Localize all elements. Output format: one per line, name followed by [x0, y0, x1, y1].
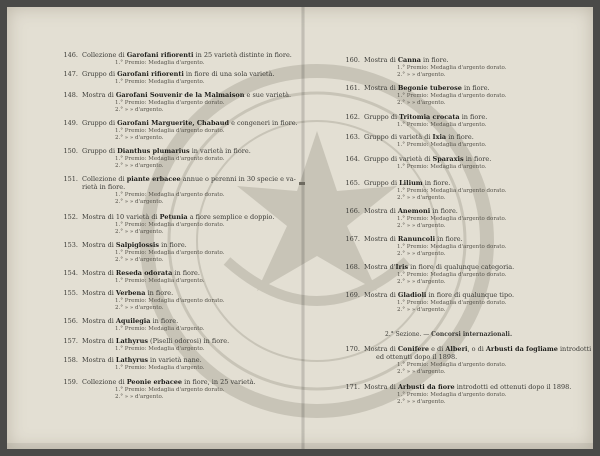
- prize-list: [397, 93, 506, 106]
- entry-subject: Anemoni: [397, 207, 431, 215]
- prize-list: [115, 278, 204, 285]
- entry-text-suffix: in fiore, in 25 varietà.: [182, 378, 256, 386]
- prize-line: 2.° » » d'argento.: [397, 398, 446, 405]
- entry-text-suffix: in fiore.: [422, 179, 451, 187]
- entry-subject: Salpiglossis: [115, 241, 160, 249]
- entry-text: [364, 56, 582, 65]
- entry-subject: Garofani rifiorenti: [117, 70, 184, 78]
- prize-line: 1.° Premio: Medaglia d'argento dorato.: [397, 362, 507, 368]
- entry-text-suffix: annue o perenni in 30 specie e va-: [180, 175, 296, 183]
- entry-subject: Garofani Marguerite, Chabaud: [117, 119, 230, 127]
- entry-subject: Verbena: [115, 289, 146, 297]
- prize-list: [115, 79, 204, 86]
- prize-list: [115, 60, 204, 67]
- entry-number: 164.: [345, 155, 360, 163]
- entry-text: [82, 213, 290, 222]
- entry-number: 157.: [63, 337, 78, 345]
- entry-text-suffix: in fiore di qualunque tipo.: [426, 291, 515, 299]
- page-edge-shadow: [7, 443, 593, 449]
- entry-text-suffix: in fiore.: [159, 241, 187, 249]
- prize-line: 2.° » » d'argento.: [115, 304, 164, 311]
- entry-text-prefix: Gruppo di: [82, 147, 118, 155]
- entry-text-prefix: Mostra di: [364, 235, 398, 243]
- prize-line: 1.° Premio: Medaglia d'argento dorato.: [397, 65, 507, 71]
- entry-number: 168.: [345, 263, 360, 271]
- prize-list: [115, 100, 224, 113]
- binding-mark: [299, 182, 305, 185]
- prize-list: [397, 300, 506, 313]
- entry-text-suffix: e congeneri in fiore.: [229, 119, 298, 127]
- prize-list: [115, 192, 224, 205]
- prize-list: [115, 250, 224, 263]
- prize-list: [115, 156, 224, 169]
- entry-text: [364, 263, 582, 272]
- entry-subject: Garofani rifiorenti: [126, 51, 194, 59]
- entry-subject: Canna: [397, 56, 421, 64]
- prize-line: 2.° » » d'argento.: [115, 228, 164, 235]
- entry-number: 153.: [63, 241, 78, 249]
- entry-number: 158.: [63, 356, 78, 364]
- entry-number: 152.: [63, 213, 78, 221]
- entry-text: [82, 91, 290, 100]
- entry-text-prefix: Mostra di: [82, 337, 116, 345]
- prize-line: 2.° » » d'argento.: [397, 368, 446, 375]
- entry-subject: Lathyrus: [115, 337, 148, 345]
- entry-text-suffix: in fiore.: [461, 84, 490, 92]
- prize-line: 2.° » » d'argento.: [397, 250, 446, 257]
- entry-text-prefix: Mostra di: [82, 241, 116, 249]
- prize-list: [115, 365, 204, 372]
- entry-number: 159.: [63, 378, 78, 386]
- prize-line: 1.° Premio: Medaglia d'argento dorato.: [115, 222, 225, 228]
- entry-text: [364, 235, 582, 244]
- entry-subject: Arbusti da fiore: [397, 383, 455, 391]
- entry-text: [82, 147, 290, 156]
- entry-text-prefix: Mostra di: [364, 84, 398, 92]
- prize-line: 2.° » » d'argento.: [397, 99, 446, 106]
- entry-subject: Petunia: [159, 213, 188, 221]
- entry-text-suffix: in fiore di una sola varietà.: [183, 70, 275, 78]
- entry-text-suffix: in fiore.: [459, 113, 488, 121]
- entry-text-continuation: ed ottenuti dopo il 1898.: [376, 353, 458, 361]
- entry-text-suffix: introdotti ed ottenuti dopo il 1898.: [454, 383, 572, 391]
- entry-text-prefix: Mostra di: [82, 317, 116, 325]
- prize-list: [115, 346, 204, 353]
- entry-text-prefix: Mostra di: [364, 383, 398, 391]
- entry-text-prefix: Gruppo di varietà di: [364, 155, 433, 163]
- entry-subject: Begonie tuberose: [397, 84, 462, 92]
- entry-number: 149.: [63, 119, 78, 127]
- prize-line: 2.° » » d'argento.: [397, 71, 446, 78]
- prize-line: 2.° » » d'argento.: [397, 194, 446, 201]
- prize-line: 1.° Premio: Medaglia d'argento.: [115, 365, 205, 371]
- prize-list: [115, 128, 224, 141]
- prize-line: 2.° » » d'argento.: [115, 162, 164, 169]
- prize-line: 1.° Premio: Medaglia d'argento.: [397, 122, 487, 128]
- entry-subject: Sparaxis: [432, 155, 464, 163]
- prize-line: 1.° Premio: Medaglia d'argento dorato.: [397, 216, 507, 222]
- entry-text: [82, 337, 290, 346]
- prize-line: 1.° Premio: Medaglia d'argento dorato.: [115, 298, 225, 304]
- prize-list: [115, 326, 204, 333]
- entry-text: [82, 378, 290, 387]
- entry-text-prefix: Collezione di: [82, 175, 127, 183]
- entry-number: 166.: [345, 207, 360, 215]
- entry-text-prefix: Mostra di: [364, 291, 398, 299]
- entry-text: [364, 155, 582, 164]
- entry-subject: Reseda odorata: [115, 269, 173, 277]
- prize-line: 1.° Premio: Medaglia d'argento dorato.: [115, 387, 225, 393]
- section-title-prefix: 2.° Sezione. —: [385, 331, 432, 338]
- prize-line: 1.° Premio: Medaglia d'argento dorato.: [115, 128, 225, 134]
- entry-subject: Lathyrus: [115, 356, 148, 364]
- entry-text: [82, 70, 290, 79]
- entry-number: 169.: [345, 291, 360, 299]
- entry-text-prefix: Gruppo di: [82, 70, 118, 78]
- entry-text-prefix: Mostra di: [364, 345, 398, 353]
- entry-text: [82, 317, 290, 326]
- section-title: [385, 331, 512, 338]
- prize-line: 1.° Premio: Medaglia d'argento dorato.: [397, 300, 507, 306]
- entry-text-prefix: Mostra di: [364, 207, 398, 215]
- entry-number: 162.: [345, 113, 360, 121]
- entry-text: [82, 241, 290, 250]
- prize-list: [397, 164, 486, 171]
- entry-text-prefix: Gruppo di: [364, 179, 400, 187]
- page-spread: [7, 7, 593, 449]
- entry-subject: Lilium: [399, 179, 423, 187]
- entry-subject: Tritomia crocata: [399, 113, 460, 121]
- entry-text-suffix: in varietà in fiore.: [189, 147, 251, 155]
- entry-text: [82, 119, 298, 128]
- entry-text-suffix: (Piselli odorosi) in fiore.: [147, 337, 230, 345]
- prize-line: 2.° » » d'argento.: [397, 278, 446, 285]
- prize-line: 1.° Premio: Medaglia d'argento dorato.: [115, 156, 225, 162]
- prize-line: 1.° Premio: Medaglia d'argento.: [115, 278, 205, 284]
- entry-subject: Garofani Souvenir de la Malmaison: [115, 91, 245, 99]
- entry-number: 165.: [345, 179, 360, 187]
- prize-line: 2.° » » d'argento.: [115, 134, 164, 141]
- entry-text-suffix: in fiore.: [446, 133, 474, 141]
- entry-subject: Gladioli: [397, 291, 427, 299]
- entry-text-prefix: Mostra di: [364, 56, 398, 64]
- prize-line: 1.° Premio: Medaglia d'argento.: [397, 164, 487, 170]
- prize-line: 2.° » » d'argento.: [115, 393, 164, 400]
- entry-text-suffix: in varietà nane.: [147, 356, 202, 364]
- entry-text-prefix: Mostra di: [82, 91, 116, 99]
- prize-list: [115, 387, 224, 400]
- prize-list: [397, 216, 506, 229]
- prize-line: 1.° Premio: Medaglia d'argento dorato.: [397, 188, 507, 194]
- entry-text-suffix: in fiore.: [420, 56, 449, 64]
- entry-number: 154.: [63, 269, 78, 277]
- entry-text-prefix: Mostra di: [82, 269, 116, 277]
- entry-number: 147.: [63, 70, 78, 78]
- prize-list: [397, 362, 506, 375]
- entry-subject: Conifere: [397, 345, 430, 353]
- entry-text-continuation: rietà in fiore.: [82, 183, 126, 191]
- prize-line: 2.° » » d'argento.: [397, 222, 446, 229]
- prize-list: [397, 188, 506, 201]
- entry-text-suffix: in fiore di qualunque categoria.: [408, 263, 515, 271]
- entry-text: [82, 356, 290, 365]
- prize-line: 1.° Premio: Medaglia d'argento dorato.: [397, 272, 507, 278]
- center-fold: [301, 7, 305, 449]
- prize-line: 1.° Premio: Medaglia d'argento.: [115, 60, 205, 66]
- entry-text-suffix: e sue varietà.: [244, 91, 292, 99]
- entry-text: [82, 51, 290, 60]
- entry-subject: Dianthus plumarius: [117, 147, 190, 155]
- entry-text-prefix: Gruppo di varietà di: [364, 133, 433, 141]
- prize-list: [115, 222, 224, 235]
- entry-text-prefix: Mostra di 10 varietà di: [82, 213, 160, 221]
- entry-text-suffix: in fiore.: [172, 269, 200, 277]
- entry-number: 170.: [345, 345, 360, 353]
- entry-subject: Aquilegia: [115, 317, 151, 325]
- entry-text-suffix: e di: [429, 345, 446, 353]
- prize-line: 1.° Premio: Medaglia d'argento.: [115, 346, 205, 352]
- entry-number: 167.: [345, 235, 360, 243]
- entry-subject: Arbusti da fogliame: [485, 345, 558, 353]
- prize-line: 1.° Premio: Medaglia d'argento dorato.: [115, 100, 225, 106]
- entry-text-suffix: in fiore.: [150, 317, 179, 325]
- entry-text: [364, 383, 582, 392]
- prize-line: 1.° Premio: Medaglia d'argento dorato.: [397, 244, 507, 250]
- entry-number: 150.: [63, 147, 78, 155]
- entry-text-prefix: Gruppo di: [364, 113, 400, 121]
- prize-line: 1.° Premio: Medaglia d'argento dorato.: [397, 93, 507, 99]
- section-title-name: Concorsi internazionali.: [431, 331, 513, 338]
- prize-list: [397, 65, 506, 78]
- entry-text-suffix: in fiore.: [145, 289, 174, 297]
- entry-text-prefix: Collezione di: [82, 378, 127, 386]
- entry-number: 155.: [63, 289, 78, 297]
- prize-line: 2.° » » d'argento.: [115, 198, 164, 205]
- entry-text: [364, 179, 582, 188]
- prize-list: [397, 392, 506, 405]
- entry-subject: Ranuncoli: [397, 235, 436, 243]
- entry-subject: Ixia: [432, 133, 447, 141]
- entry-number: 151.: [63, 175, 78, 183]
- prize-line: 1.° Premio: Medaglia d'argento.: [397, 142, 487, 148]
- entry-number: 148.: [63, 91, 78, 99]
- entry-text-prefix: Collezione di: [82, 51, 127, 59]
- prize-list: [397, 142, 486, 149]
- entry-number: 146.: [63, 51, 78, 59]
- entry-text-suffix: in fiore.: [435, 235, 463, 243]
- entry-text: [364, 291, 582, 300]
- entry-number: 171.: [345, 383, 360, 391]
- entry-text-prefix: Mostra di: [82, 289, 116, 297]
- entry-text-suffix: in fiore.: [463, 155, 492, 163]
- prize-line: 2.° » » d'argento.: [115, 106, 164, 113]
- prize-list: [115, 298, 224, 311]
- prize-list: [397, 122, 486, 129]
- entry-text: [82, 289, 290, 298]
- entry-text-suffix: in 25 varietà distinte in fiore.: [193, 51, 292, 59]
- entry-text-prefix: Gruppo di: [82, 119, 118, 127]
- prize-line: 2.° » » d'argento.: [397, 306, 446, 313]
- entry-number: 161.: [345, 84, 360, 92]
- entry-text-suffix: , o di: [467, 345, 486, 353]
- prize-line: 1.° Premio: Medaglia d'argento dorato.: [115, 192, 225, 198]
- entry-number: 156.: [63, 317, 78, 325]
- entry-number: 163.: [345, 133, 360, 141]
- entry-text-prefix: Mostra d': [364, 263, 396, 271]
- entry-text-suffix: introdotti: [557, 345, 592, 353]
- prize-list: [397, 272, 506, 285]
- prize-list: [397, 244, 506, 257]
- entry-text-suffix: in fiore.: [430, 207, 458, 215]
- entry-subject: Peonie erbacee: [126, 378, 183, 386]
- entry-subject: Iris: [395, 263, 409, 271]
- entry-text: [364, 207, 582, 216]
- prize-line: 1.° Premio: Medaglia d'argento dorato.: [115, 250, 225, 256]
- entry-text: [364, 133, 582, 142]
- prize-line: 2.° » » d'argento.: [115, 256, 164, 263]
- entry-number: 160.: [345, 56, 360, 64]
- prize-line: 1.° Premio: Medaglia d'argento.: [115, 326, 205, 332]
- entry-text: [82, 269, 290, 278]
- prize-line: 1.° Premio: Medaglia d'argento.: [115, 79, 205, 85]
- entry-text-suffix: a fiore semplice e doppio.: [187, 213, 275, 221]
- entry-subject: Alberi: [445, 345, 468, 353]
- entry-text-prefix: Mostra di: [82, 356, 116, 364]
- prize-line: 1.° Premio: Medaglia d'argento dorato.: [397, 392, 507, 398]
- entry-subject: piante erbacee: [126, 175, 181, 183]
- entry-text: [364, 84, 582, 93]
- entry-text: [364, 113, 582, 122]
